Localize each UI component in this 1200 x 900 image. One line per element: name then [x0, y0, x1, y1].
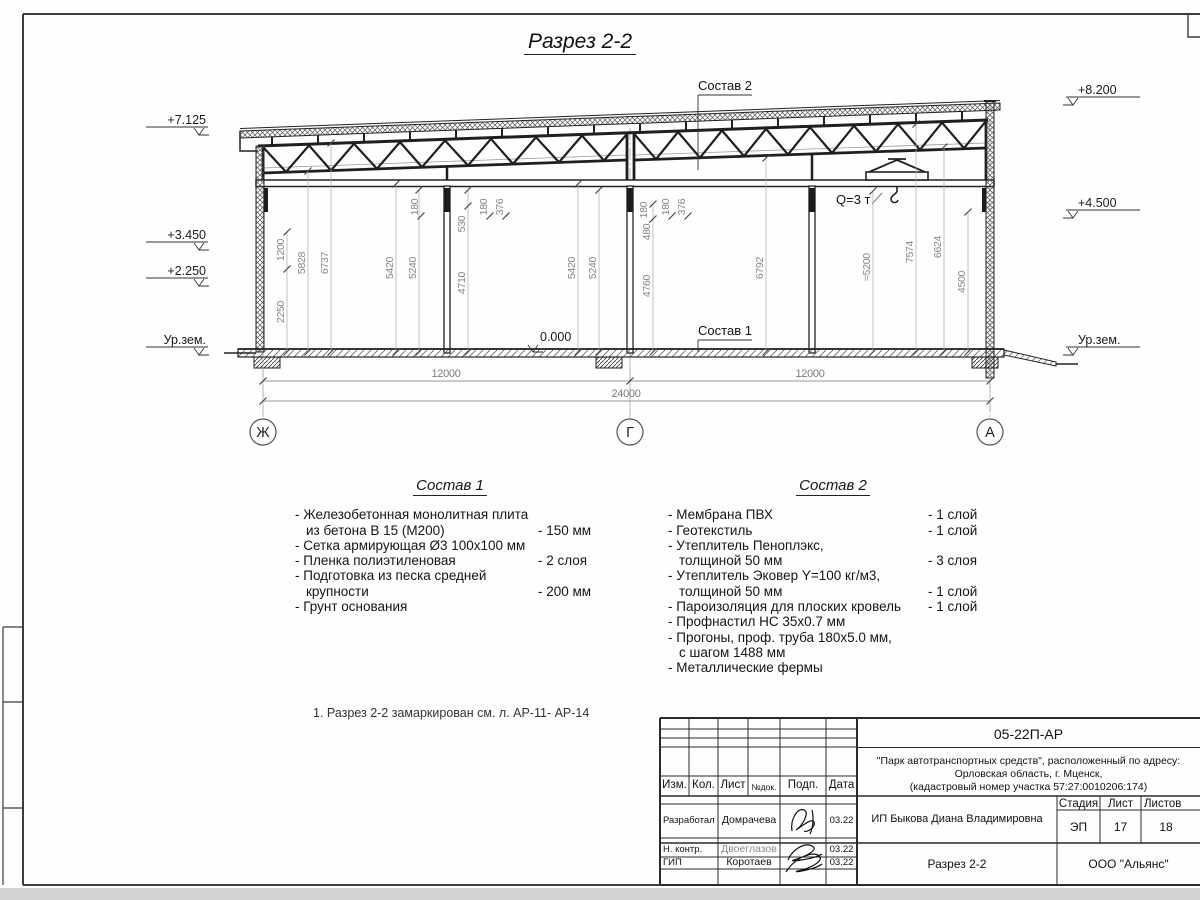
tb-col-list: Лист	[720, 779, 746, 791]
dim-label: 180	[478, 198, 490, 216]
column-capital	[809, 188, 816, 212]
elevation-label: +3.450	[167, 228, 206, 242]
tb-date: 03.22	[829, 857, 854, 868]
elevation-label: Ур.зем.	[163, 333, 206, 347]
dim-label: 12000	[431, 368, 461, 380]
elevation-label: +8.200	[1078, 83, 1117, 97]
elevation-label: +7.125	[167, 113, 206, 127]
tb-role: Разработал	[663, 815, 715, 826]
list-item: - Геотекстиль - 1 слой	[668, 522, 978, 538]
foundation-pad	[972, 357, 998, 368]
left-wall	[256, 146, 264, 352]
tb-col-podp: Подп.	[787, 779, 819, 791]
list-item: из бетона В 15 (М200) - 150 мм	[306, 522, 592, 538]
tie-beam	[256, 180, 994, 187]
page-title: Разрез 2-2	[470, 30, 690, 54]
axis-label: Ж	[256, 425, 270, 441]
tb-client: ИП Быкова Диана Владимировна	[871, 813, 1043, 825]
floor-slab	[224, 349, 1078, 368]
elevation-label: Ур.зем.	[1078, 333, 1121, 347]
axis-bubbles	[250, 419, 1003, 445]
column-capital	[444, 188, 451, 212]
ramp	[1004, 350, 1056, 366]
dim-label: 4500	[956, 270, 968, 294]
list-item: - Утеплитель Эковер Y=100 кг/м3,	[668, 568, 881, 584]
dim-label: 530	[456, 215, 468, 233]
list-item: - Утеплитель Пеноплэкс,	[668, 537, 824, 553]
list-item: - Железобетонная монолитная плита	[295, 507, 529, 523]
dim-label: 5420	[384, 256, 396, 280]
zero-elevation-label: 0.000	[540, 330, 572, 344]
dimension-chains	[275, 121, 972, 356]
tb-name: Домрачева	[721, 814, 777, 826]
truss-bottom-chord-left	[263, 160, 627, 173]
dim-label: 5240	[407, 256, 419, 280]
tb-date: 03.22	[829, 844, 854, 855]
dim-label: 24000	[611, 388, 641, 400]
list-item: толщиной 50 мм - 1 слой	[679, 583, 978, 599]
composition2-callout: Состав 2	[698, 78, 752, 93]
tb-stage-value: ЭП	[1069, 820, 1088, 834]
tb-col-data: Дата	[828, 779, 855, 791]
dim-label: 2250	[275, 300, 287, 324]
tb-sheet-value: 17	[1113, 820, 1128, 834]
dim-label: 4760	[641, 274, 653, 298]
dim-label: 1200	[275, 238, 287, 262]
list-item: - Пленка полиэтиленовая - 2 слоя	[295, 553, 588, 569]
tb-col-kol: Кол.	[692, 779, 715, 791]
crane-capacity-label: Q=3 т	[836, 192, 871, 207]
dim-label: 6737	[319, 251, 331, 275]
composition1-title: Состав 1	[295, 478, 605, 493]
tb-col-izm: Изм.	[662, 779, 687, 791]
dim-label: 5240	[587, 256, 599, 280]
dim-label: 180	[409, 198, 421, 216]
tb-date: 03.22	[829, 815, 854, 826]
tb-doc-number: 05-22П-АР	[993, 726, 1064, 742]
tb-name: Коротаев	[726, 856, 772, 868]
list-item: - Пароизоляция для плоских кровель - 1 слой	[668, 599, 978, 615]
tb-stage-label: Стадия	[1058, 798, 1099, 810]
list-item: - Грунт основания	[295, 599, 408, 615]
list-item: - Мембрана ПВХ - 1 слой	[668, 507, 978, 523]
tb-name: Двоеглазов	[721, 843, 777, 855]
tb-role: ГИП	[663, 857, 682, 868]
list-item: - Сетка армирующая Ø3 100х100 мм	[295, 537, 526, 553]
right-wall-parapet	[986, 101, 994, 378]
list-item: - Металлические фермы	[668, 660, 823, 676]
dim-label: 4710	[456, 271, 468, 295]
column-capital	[627, 188, 634, 212]
dim-label: 180	[660, 198, 672, 216]
dim-label: 180	[638, 201, 650, 219]
composition1-callout: Состав 1	[698, 323, 752, 338]
dim-label: 5420	[566, 256, 578, 280]
tb-role: Н. контр.	[663, 844, 703, 855]
composition2-list	[668, 478, 998, 676]
list-item: - Прогоны, проф. труба 180х5.0 мм,	[668, 629, 892, 645]
list-item: с шагом 1488 мм	[679, 644, 786, 660]
dim-label: 6624	[932, 235, 944, 259]
tb-company: ООО "Альянс"	[1088, 857, 1169, 871]
dim-label: 5828	[296, 251, 308, 275]
tb-drawing-title: Разрез 2-2	[927, 857, 987, 871]
signature-1	[792, 810, 815, 834]
elevation-label: +4.500	[1078, 196, 1117, 210]
bottom-dimensions	[260, 357, 994, 412]
dim-label: 6792	[754, 256, 766, 280]
columns	[264, 186, 986, 353]
tb-sheets-label: Листов	[1144, 798, 1182, 810]
list-item: - Подготовка из песка средней	[295, 568, 487, 584]
dim-label: 376	[494, 198, 506, 216]
signature-2	[786, 845, 822, 872]
elevation-label: +2.250	[167, 264, 206, 278]
axis-label: Г	[626, 425, 634, 441]
dim-label: 7574	[904, 240, 916, 264]
foundation-pad	[596, 357, 622, 368]
foundation-pad	[254, 357, 280, 368]
dim-label: 376	[676, 198, 688, 216]
tb-sheet-label: Лист	[1108, 798, 1133, 810]
drawing-note: 1. Разрез 2-2 замаркирован см. л. АР-11- АР-14	[313, 706, 590, 720]
tb-project-line2: Орловская область, г. Мценск,	[954, 768, 1103, 780]
list-item: - Профнастил НС 35х0.7 мм	[668, 614, 846, 630]
tb-project-line1: "Парк автотранспортных средств", расположенный по адресу:	[876, 755, 1181, 767]
composition2-title: Состав 2	[668, 478, 998, 493]
dim-label: 480	[641, 223, 653, 241]
tb-sheets-value: 18	[1159, 820, 1173, 834]
signatures	[786, 810, 822, 872]
truss-bottom-chord-right	[634, 148, 986, 160]
list-item: крупности - 200 мм	[306, 583, 592, 599]
list-item: толщиной 50 мм - 3 слоя	[679, 553, 978, 569]
tb-project-line3: (кадастровый номер участка 57:27:0010206:174)	[909, 781, 1148, 793]
dim-label: 12000	[795, 368, 825, 380]
tb-col-ndok: №док.	[751, 782, 777, 792]
axis-label: А	[985, 425, 995, 441]
dim-label: ≈5200	[861, 253, 873, 281]
composition1-list	[295, 478, 605, 614]
